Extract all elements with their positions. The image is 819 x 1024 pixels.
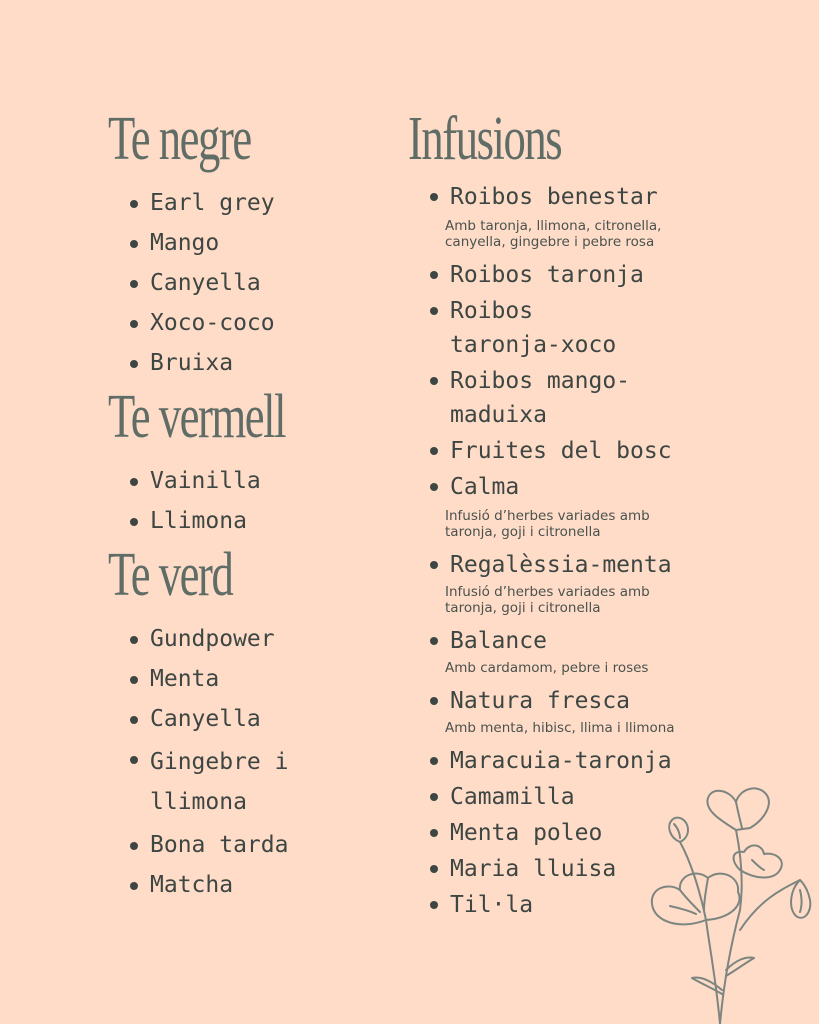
infusion-name: Balance <box>408 624 728 658</box>
infusion-name: Calma <box>408 470 728 504</box>
red-tea-list <box>108 464 368 538</box>
list-item: Bona tarda <box>108 828 368 862</box>
infusion-name: Maria lluisa <box>408 852 728 886</box>
list-item: Matcha <box>108 868 368 902</box>
infusion-name: Fruites del bosc <box>408 434 728 468</box>
list-item <box>408 434 728 468</box>
list-item <box>408 470 728 540</box>
infusion-name: Camamilla <box>408 780 728 814</box>
list-item: Bruixa <box>108 346 368 380</box>
infusion-description: Infusió d’herbes variades amb taronja, goji i citronella <box>445 508 650 540</box>
list-item <box>408 180 728 250</box>
list-item: Gundpower <box>108 622 368 656</box>
list-item: Mango <box>108 226 368 260</box>
list-item: Canyella <box>108 266 368 300</box>
list-item: Llimona <box>108 504 368 538</box>
infusion-description: Amb cardamom, pebre i roses <box>445 660 649 676</box>
black-tea-list <box>108 186 368 380</box>
list-item <box>408 548 728 616</box>
infusion-description: Infusió d’herbes variades amb taronja, goji i citronella <box>445 584 650 616</box>
infusion-description: Amb taronja, llimona, citronella, canyella, gingebre i pebre rosa <box>445 218 662 250</box>
red-tea-heading: Te vermell <box>108 383 286 451</box>
list-item <box>408 258 728 292</box>
infusion-name: Maracuia-taronja <box>408 744 728 778</box>
infusion-name: Roibos benestar <box>408 180 728 214</box>
infusion-name: Til·la <box>408 888 728 922</box>
infusions-heading: Infusions <box>408 105 562 173</box>
tea-column <box>108 105 368 908</box>
list-item <box>408 624 728 676</box>
list-item: Xoco-coco <box>108 306 368 340</box>
list-item <box>408 684 728 736</box>
infusion-name: Roibos mango-maduixa <box>408 364 650 432</box>
green-tea-heading: Te verd <box>108 541 233 609</box>
infusion-name: Roibos taronja <box>408 258 728 292</box>
list-item: Menta <box>108 662 368 696</box>
list-item <box>408 364 728 432</box>
infusion-name: Menta poleo <box>408 816 728 850</box>
list-item: Canyella <box>108 702 368 736</box>
infusion-name: Roibos taronja-xoco <box>408 294 650 362</box>
green-tea-list <box>108 622 368 902</box>
list-item: Vainilla <box>108 464 368 498</box>
poppy-flower-icon <box>640 780 819 1024</box>
list-item <box>408 294 728 362</box>
black-tea-heading: Te negre <box>108 105 251 173</box>
infusion-description: Amb menta, hibisc, llima i llimona <box>445 720 675 736</box>
list-item: Gingebre i llimona <box>108 742 310 822</box>
list-item: Earl grey <box>108 186 368 220</box>
infusion-name: Natura fresca <box>408 684 728 718</box>
infusion-name: Regalèssia-menta <box>408 548 728 582</box>
list-item <box>408 744 728 778</box>
